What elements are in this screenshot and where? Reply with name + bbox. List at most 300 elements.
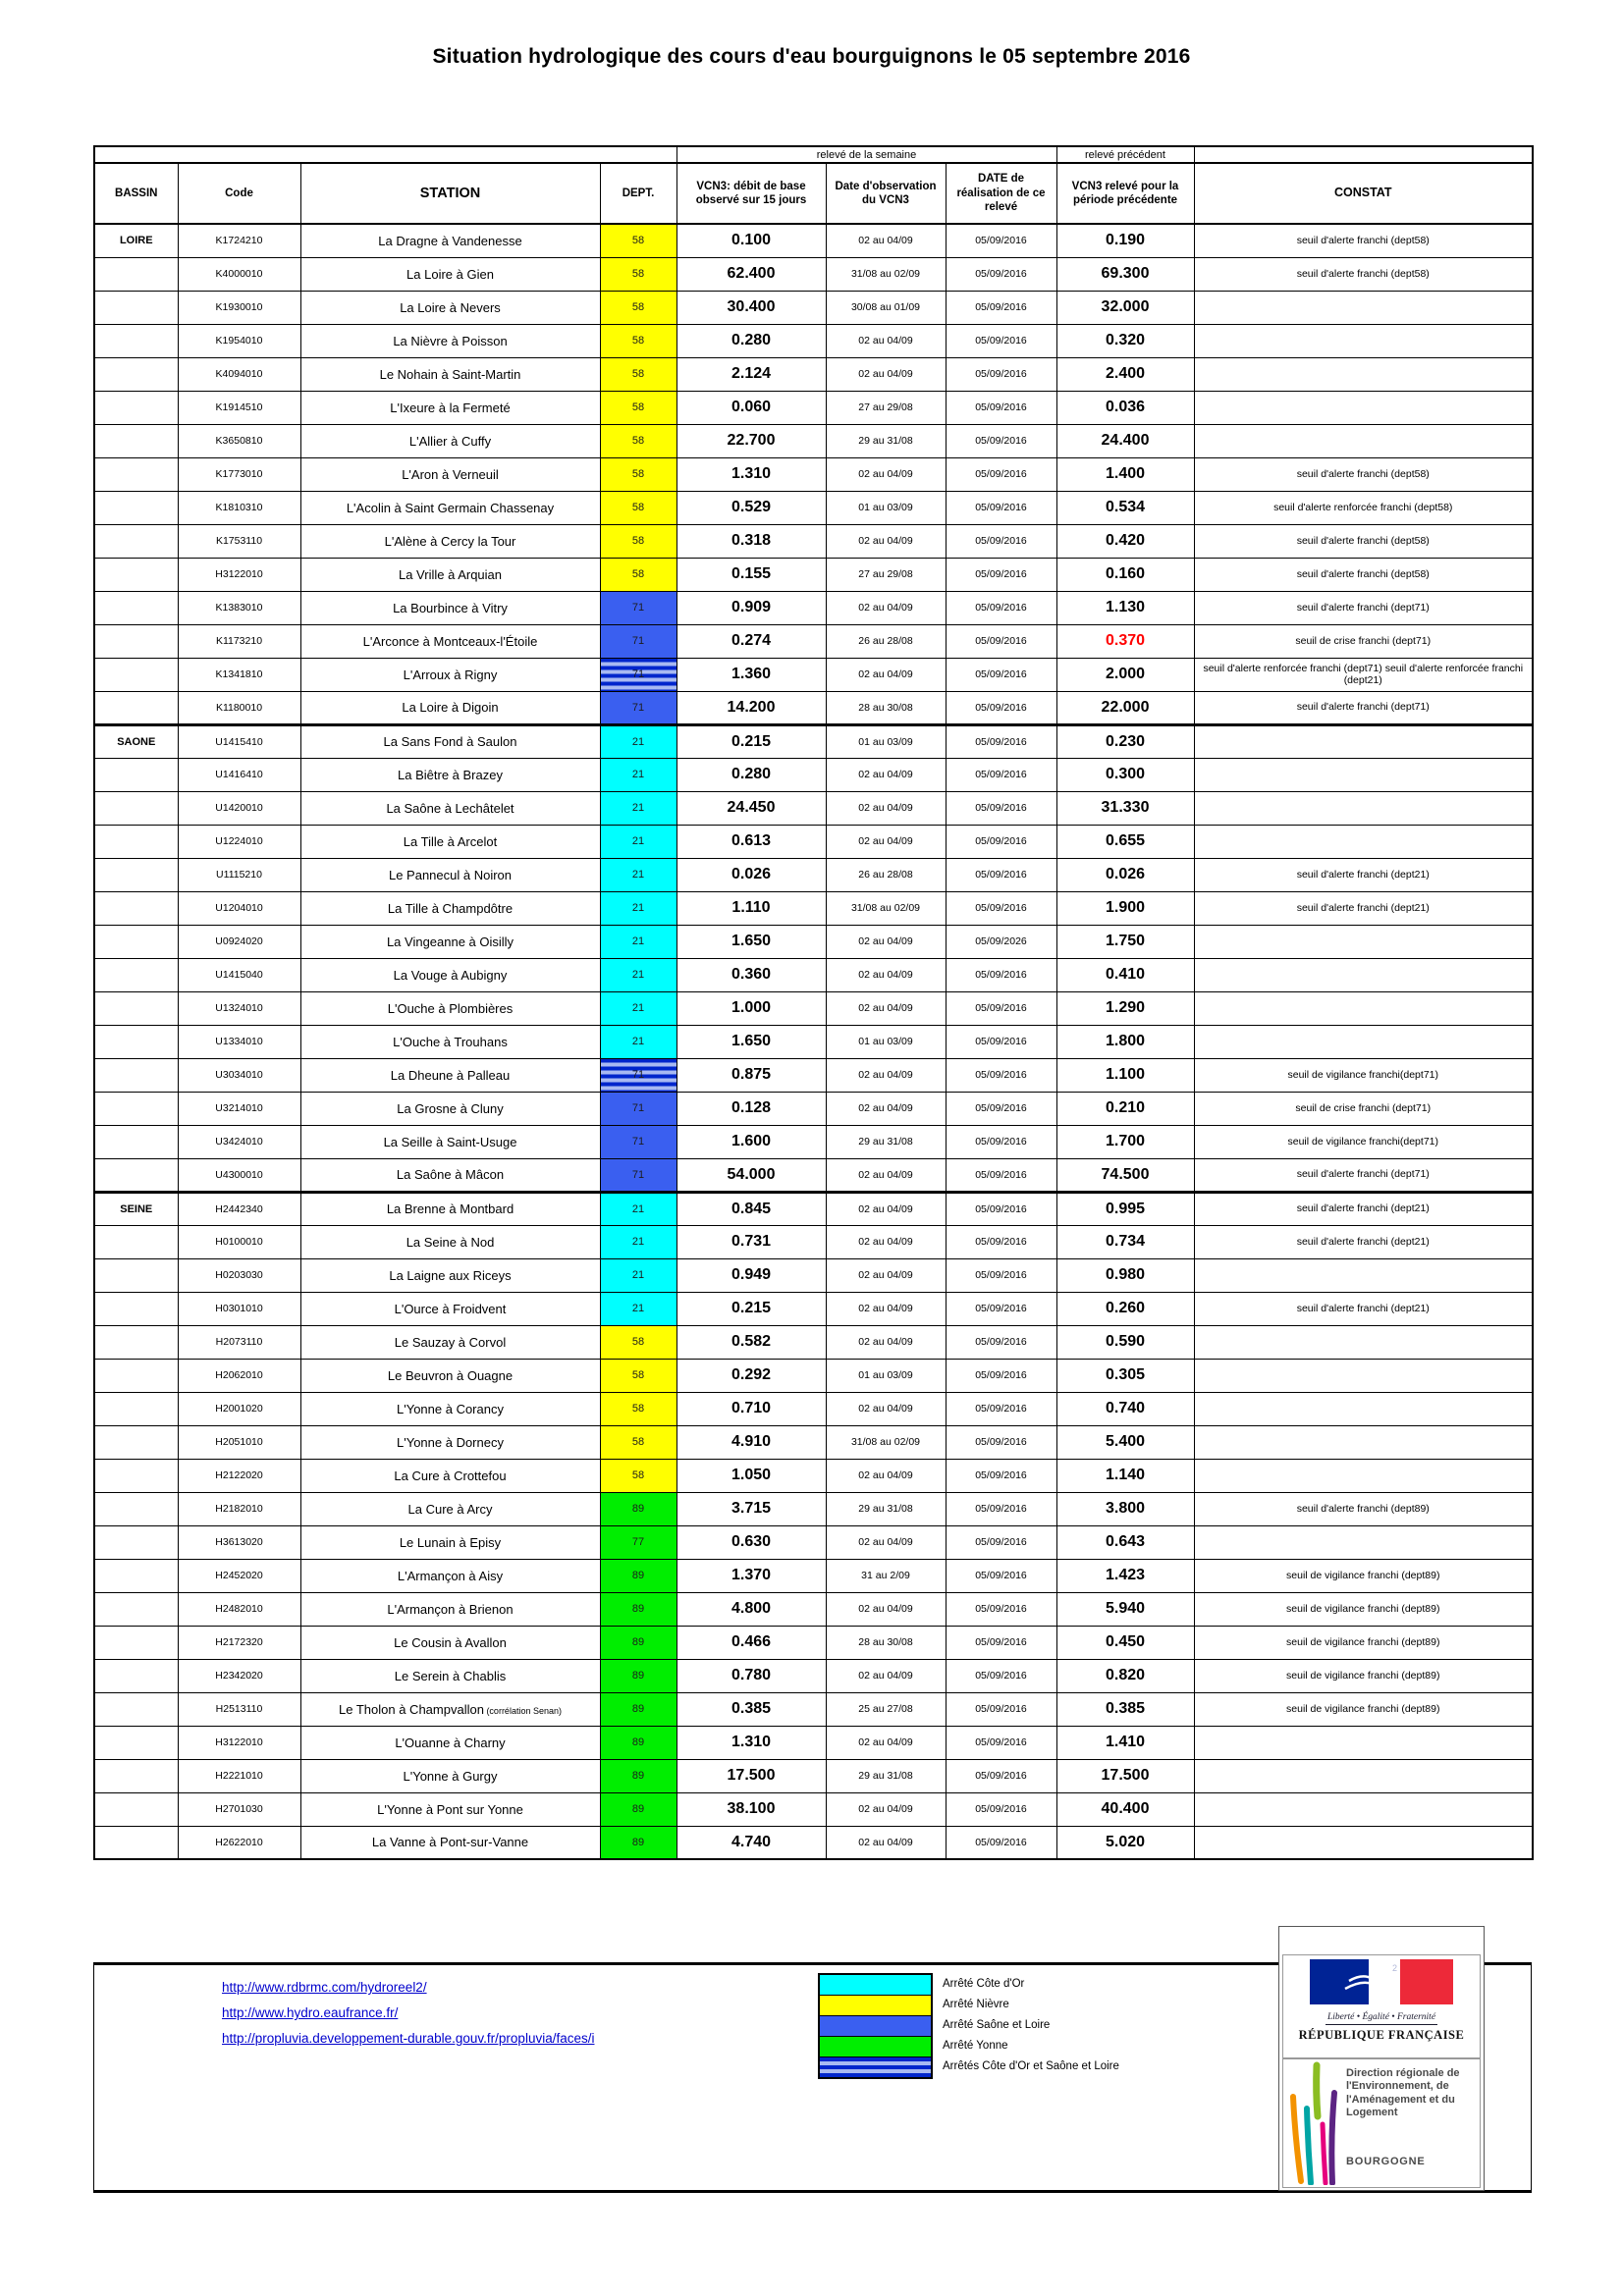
station-code: K1180010 bbox=[178, 691, 300, 724]
basin-label bbox=[94, 1325, 178, 1359]
releve-date: 05/09/2016 bbox=[946, 1359, 1056, 1392]
vcn3-value: 4.800 bbox=[676, 1592, 826, 1626]
station-code: H2051010 bbox=[178, 1425, 300, 1459]
station-name: L'Yonne à Pont sur Yonne bbox=[300, 1792, 600, 1826]
basin-label bbox=[94, 491, 178, 524]
basin-label bbox=[94, 1525, 178, 1559]
basin-label bbox=[94, 357, 178, 391]
obs-date: 01 au 03/09 bbox=[826, 1025, 946, 1058]
dept-badge: 71 bbox=[600, 691, 676, 724]
basin-label bbox=[94, 524, 178, 558]
vcn3-previous-value: 5.020 bbox=[1056, 1826, 1194, 1859]
releve-date: 05/09/2016 bbox=[946, 858, 1056, 891]
dreal-logo bbox=[1282, 2058, 1481, 2188]
table-row bbox=[94, 891, 1533, 925]
basin-label bbox=[94, 991, 178, 1025]
constat-note bbox=[1194, 391, 1533, 424]
station-name: L'Allier à Cuffy bbox=[300, 424, 600, 457]
constat-note bbox=[1194, 1258, 1533, 1292]
basin-label bbox=[94, 1492, 178, 1525]
rf-name: RÉPUBLIQUE FRANÇAISE bbox=[1298, 2028, 1465, 2042]
obs-date: 27 au 29/08 bbox=[826, 558, 946, 591]
dept-badge: 21 bbox=[600, 858, 676, 891]
table-row bbox=[94, 1826, 1533, 1859]
vcn3-value: 30.400 bbox=[676, 291, 826, 324]
vcn3-previous-value: 0.305 bbox=[1056, 1359, 1194, 1392]
vcn3-value: 1.310 bbox=[676, 457, 826, 491]
basin-label bbox=[94, 858, 178, 891]
station-code: U0924020 bbox=[178, 925, 300, 958]
obs-date: 02 au 04/09 bbox=[826, 324, 946, 357]
obs-date: 02 au 04/09 bbox=[826, 991, 946, 1025]
station-code: U1415040 bbox=[178, 958, 300, 991]
page-title: Situation hydrologique des cours d'eau bourguignons le 05 septembre 2016 bbox=[432, 45, 1191, 68]
obs-date: 01 au 03/09 bbox=[826, 1359, 946, 1392]
dept-badge: 58 bbox=[600, 558, 676, 591]
vcn3-value: 0.292 bbox=[676, 1359, 826, 1392]
basin-label: SEINE bbox=[94, 1192, 178, 1225]
basin-label bbox=[94, 324, 178, 357]
vcn3-value: 0.215 bbox=[676, 724, 826, 758]
station-name: La Tille à Champdôtre bbox=[300, 891, 600, 925]
legend-swatch bbox=[820, 1996, 931, 2016]
station-code: H2513110 bbox=[178, 1692, 300, 1726]
source-link[interactable]: http://www.hydro.eaufrance.fr/ bbox=[222, 2005, 399, 2020]
releve-date: 05/09/2016 bbox=[946, 424, 1056, 457]
obs-date: 02 au 04/09 bbox=[826, 224, 946, 257]
vcn3-value: 0.909 bbox=[676, 591, 826, 624]
station-code: K4000010 bbox=[178, 257, 300, 291]
station-name: La Brenne à Montbard bbox=[300, 1192, 600, 1225]
basin-label bbox=[94, 424, 178, 457]
table-row bbox=[94, 1726, 1533, 1759]
obs-date: 26 au 28/08 bbox=[826, 624, 946, 658]
station-code: H2482010 bbox=[178, 1592, 300, 1626]
obs-date: 29 au 31/08 bbox=[826, 1125, 946, 1158]
obs-date: 02 au 04/09 bbox=[826, 1058, 946, 1092]
basin-label bbox=[94, 624, 178, 658]
dept-badge: 58 bbox=[600, 524, 676, 558]
table-row bbox=[94, 1492, 1533, 1525]
station-code: H0301010 bbox=[178, 1292, 300, 1325]
basin-label bbox=[94, 1826, 178, 1859]
vcn3-previous-value: 74.500 bbox=[1056, 1158, 1194, 1192]
station-code: H2442340 bbox=[178, 1192, 300, 1225]
constat-note bbox=[1194, 724, 1533, 758]
constat-note: seuil d'alerte franchi (dept89) bbox=[1194, 1492, 1533, 1525]
basin-label bbox=[94, 958, 178, 991]
constat-note bbox=[1194, 791, 1533, 825]
releve-date: 05/09/2016 bbox=[946, 958, 1056, 991]
vcn3-previous-value: 0.230 bbox=[1056, 724, 1194, 758]
table-row bbox=[94, 1292, 1533, 1325]
dept-badge: 58 bbox=[600, 1325, 676, 1359]
table-row bbox=[94, 1225, 1533, 1258]
dept-badge: 21 bbox=[600, 825, 676, 858]
releve-date: 05/09/2016 bbox=[946, 624, 1056, 658]
constat-note bbox=[1194, 825, 1533, 858]
table-row bbox=[94, 1592, 1533, 1626]
vcn3-previous-value: 32.000 bbox=[1056, 291, 1194, 324]
table-row bbox=[94, 391, 1533, 424]
vcn3-previous-value: 0.995 bbox=[1056, 1192, 1194, 1225]
station-name: Le Cousin à Avallon bbox=[300, 1626, 600, 1659]
basin-label bbox=[94, 1559, 178, 1592]
obs-date: 28 au 30/08 bbox=[826, 1626, 946, 1659]
releve-date: 05/09/2016 bbox=[946, 291, 1056, 324]
basin-label bbox=[94, 1225, 178, 1258]
station-name: Le Nohain à Saint-Martin bbox=[300, 357, 600, 391]
constat-note: seuil d'alerte renforcée franchi (dept58) bbox=[1194, 491, 1533, 524]
vcn3-previous-value: 0.385 bbox=[1056, 1692, 1194, 1726]
dept-badge: 89 bbox=[600, 1826, 676, 1859]
strip-empty-right bbox=[1194, 146, 1533, 163]
vcn3-value: 0.385 bbox=[676, 1692, 826, 1726]
releve-date: 05/09/2016 bbox=[946, 1459, 1056, 1492]
releve-date: 05/09/2016 bbox=[946, 1792, 1056, 1826]
col-header-bassin: BASSIN bbox=[94, 163, 178, 224]
constat-note: seuil d'alerte franchi (dept71) bbox=[1194, 691, 1533, 724]
station-code: H2622010 bbox=[178, 1826, 300, 1859]
vcn3-previous-value: 0.036 bbox=[1056, 391, 1194, 424]
releve-date: 05/09/2016 bbox=[946, 1492, 1056, 1525]
obs-date: 02 au 04/09 bbox=[826, 658, 946, 691]
constat-note: seuil d'alerte renforcée franchi (dept71) seuil d'alerte renforcée franchi (dept21) bbox=[1194, 658, 1533, 691]
constat-note bbox=[1194, 291, 1533, 324]
table-row bbox=[94, 791, 1533, 825]
releve-date: 05/09/2016 bbox=[946, 691, 1056, 724]
basin-label bbox=[94, 658, 178, 691]
vcn3-previous-value: 1.100 bbox=[1056, 1058, 1194, 1092]
basin-label bbox=[94, 1626, 178, 1659]
constat-note: seuil d'alerte franchi (dept58) bbox=[1194, 558, 1533, 591]
republique-francaise-logo bbox=[1282, 1954, 1481, 2058]
station-code: U1334010 bbox=[178, 1025, 300, 1058]
legend-label: Arrêté Nièvre bbox=[943, 1998, 1009, 2010]
vcn3-previous-value: 0.820 bbox=[1056, 1659, 1194, 1692]
releve-date: 05/09/2016 bbox=[946, 991, 1056, 1025]
vcn3-value: 0.280 bbox=[676, 324, 826, 357]
station-name: La Dragne à Vandenesse bbox=[300, 224, 600, 257]
vcn3-previous-value: 0.590 bbox=[1056, 1325, 1194, 1359]
station-name: La Seine à Nod bbox=[300, 1225, 600, 1258]
station-code: K1914510 bbox=[178, 391, 300, 424]
vcn3-previous-value: 0.370 bbox=[1056, 624, 1194, 658]
legend-swatch bbox=[820, 1975, 931, 1996]
obs-date: 02 au 04/09 bbox=[826, 524, 946, 558]
releve-date: 05/09/2016 bbox=[946, 1826, 1056, 1859]
station-name: La Biêtre à Brazey bbox=[300, 758, 600, 791]
basin-label bbox=[94, 1425, 178, 1459]
table-row bbox=[94, 558, 1533, 591]
station-code: K1773010 bbox=[178, 457, 300, 491]
table-row bbox=[94, 858, 1533, 891]
table-row bbox=[94, 1792, 1533, 1826]
releve-date: 05/09/2016 bbox=[946, 1559, 1056, 1592]
vcn3-previous-value: 0.210 bbox=[1056, 1092, 1194, 1125]
constat-note: seuil d'alerte franchi (dept71) bbox=[1194, 1158, 1533, 1192]
constat-note bbox=[1194, 1759, 1533, 1792]
station-name: Le Pannecul à Noiron bbox=[300, 858, 600, 891]
constat-note bbox=[1194, 758, 1533, 791]
vcn3-previous-value: 0.643 bbox=[1056, 1525, 1194, 1559]
station-code: U1416410 bbox=[178, 758, 300, 791]
releve-date: 05/09/2016 bbox=[946, 658, 1056, 691]
dept-badge: 58 bbox=[600, 357, 676, 391]
dept-badge: 21 bbox=[600, 958, 676, 991]
vcn3-previous-value: 69.300 bbox=[1056, 257, 1194, 291]
obs-date: 02 au 04/09 bbox=[826, 1459, 946, 1492]
station-name: Le Lunain à Episy bbox=[300, 1525, 600, 1559]
vcn3-value: 0.128 bbox=[676, 1092, 826, 1125]
constat-note: seuil de vigilance franchi(dept71) bbox=[1194, 1058, 1533, 1092]
dept-badge: 71 bbox=[600, 1058, 676, 1092]
constat-note: seuil de vigilance franchi (dept89) bbox=[1194, 1692, 1533, 1726]
table-row bbox=[94, 1559, 1533, 1592]
table-row bbox=[94, 1158, 1533, 1192]
releve-date: 05/09/2016 bbox=[946, 758, 1056, 791]
station-name: La Nièvre à Poisson bbox=[300, 324, 600, 357]
vcn3-previous-value: 1.410 bbox=[1056, 1726, 1194, 1759]
vcn3-value: 0.026 bbox=[676, 858, 826, 891]
vcn3-previous-value: 17.500 bbox=[1056, 1759, 1194, 1792]
constat-note bbox=[1194, 1792, 1533, 1826]
station-name: L'Yonne à Gurgy bbox=[300, 1759, 600, 1792]
obs-date: 02 au 04/09 bbox=[826, 1792, 946, 1826]
table-row bbox=[94, 424, 1533, 457]
releve-date: 05/09/2016 bbox=[946, 1525, 1056, 1559]
col-header-station: STATION bbox=[300, 163, 600, 224]
table-row bbox=[94, 658, 1533, 691]
constat-note: seuil d'alerte franchi (dept21) bbox=[1194, 1225, 1533, 1258]
table-row bbox=[94, 825, 1533, 858]
dept-badge: 89 bbox=[600, 1492, 676, 1525]
vcn3-value: 22.700 bbox=[676, 424, 826, 457]
releve-date: 05/09/2016 bbox=[946, 357, 1056, 391]
col-header-constat: CONSTAT bbox=[1194, 163, 1533, 224]
table-row bbox=[94, 524, 1533, 558]
station-name: La Sans Fond à Saulon bbox=[300, 724, 600, 758]
table-row bbox=[94, 1525, 1533, 1559]
station-name: La Vrille à Arquian bbox=[300, 558, 600, 591]
obs-date: 02 au 04/09 bbox=[826, 925, 946, 958]
releve-date: 05/09/2016 bbox=[946, 1759, 1056, 1792]
station-code: H3122010 bbox=[178, 1726, 300, 1759]
basin-label bbox=[94, 291, 178, 324]
vcn3-previous-value: 22.000 bbox=[1056, 691, 1194, 724]
obs-date: 31/08 au 02/09 bbox=[826, 1425, 946, 1459]
basin-label bbox=[94, 257, 178, 291]
basin-label bbox=[94, 457, 178, 491]
basin-label bbox=[94, 925, 178, 958]
releve-date: 05/09/2016 bbox=[946, 457, 1056, 491]
releve-date: 05/09/2016 bbox=[946, 391, 1056, 424]
constat-note bbox=[1194, 424, 1533, 457]
releve-date: 05/09/2016 bbox=[946, 1192, 1056, 1225]
obs-date: 02 au 04/09 bbox=[826, 1325, 946, 1359]
constat-note bbox=[1194, 1392, 1533, 1425]
releve-date: 05/09/2016 bbox=[946, 1726, 1056, 1759]
releve-date: 05/09/2016 bbox=[946, 558, 1056, 591]
dept-badge: 77 bbox=[600, 1525, 676, 1559]
station-name: Le Sauzay à Corvol bbox=[300, 1325, 600, 1359]
station-name: La Bourbince à Vitry bbox=[300, 591, 600, 624]
dept-badge: 89 bbox=[600, 1626, 676, 1659]
vcn3-value: 1.050 bbox=[676, 1459, 826, 1492]
station-name: L'Ouanne à Charny bbox=[300, 1726, 600, 1759]
vcn3-value: 0.100 bbox=[676, 224, 826, 257]
dreal-strokes-icon bbox=[1285, 2059, 1344, 2185]
table-row bbox=[94, 1325, 1533, 1359]
table-row bbox=[94, 1025, 1533, 1058]
vcn3-previous-value: 1.130 bbox=[1056, 591, 1194, 624]
vcn3-value: 17.500 bbox=[676, 1759, 826, 1792]
releve-date: 05/09/2016 bbox=[946, 257, 1056, 291]
station-code: H2062010 bbox=[178, 1359, 300, 1392]
obs-date: 31/08 au 02/09 bbox=[826, 891, 946, 925]
table-row bbox=[94, 1659, 1533, 1692]
obs-date: 02 au 04/09 bbox=[826, 1726, 946, 1759]
obs-date: 02 au 04/09 bbox=[826, 1592, 946, 1626]
dept-badge: 58 bbox=[600, 1392, 676, 1425]
releve-date: 05/09/2016 bbox=[946, 791, 1056, 825]
releve-date: 05/09/2016 bbox=[946, 524, 1056, 558]
station-name: L'Ixeure à la Fermeté bbox=[300, 391, 600, 424]
col-header-vcn3-prev: VCN3 relevé pour la période précédente bbox=[1056, 163, 1194, 224]
vcn3-value: 0.875 bbox=[676, 1058, 826, 1092]
obs-date: 02 au 04/09 bbox=[826, 825, 946, 858]
legend-swatch bbox=[820, 2037, 931, 2057]
station-code: U1115210 bbox=[178, 858, 300, 891]
constat-note bbox=[1194, 357, 1533, 391]
station-name: L'Alène à Cercy la Tour bbox=[300, 524, 600, 558]
col-header-code: Code bbox=[178, 163, 300, 224]
vcn3-value: 0.060 bbox=[676, 391, 826, 424]
vcn3-previous-value: 0.655 bbox=[1056, 825, 1194, 858]
table-row bbox=[94, 457, 1533, 491]
station-code: U3034010 bbox=[178, 1058, 300, 1092]
vcn3-previous-value: 0.534 bbox=[1056, 491, 1194, 524]
station-code: H2172320 bbox=[178, 1626, 300, 1659]
dept-badge: 21 bbox=[600, 1025, 676, 1058]
station-code: H0203030 bbox=[178, 1258, 300, 1292]
dept-badge: 21 bbox=[600, 791, 676, 825]
obs-date: 02 au 04/09 bbox=[826, 1826, 946, 1859]
station-code: U3214010 bbox=[178, 1092, 300, 1125]
col-header-date-obs: Date d'observation du VCN3 bbox=[826, 163, 946, 224]
basin-label bbox=[94, 591, 178, 624]
table-row bbox=[94, 1359, 1533, 1392]
basin-label bbox=[94, 1092, 178, 1125]
vcn3-previous-value: 1.400 bbox=[1056, 457, 1194, 491]
basin-label bbox=[94, 825, 178, 858]
station-code: U3424010 bbox=[178, 1125, 300, 1158]
table-row bbox=[94, 1258, 1533, 1292]
constat-note: seuil d'alerte franchi (dept58) bbox=[1194, 457, 1533, 491]
constat-note: seuil d'alerte franchi (dept58) bbox=[1194, 257, 1533, 291]
source-link[interactable]: http://www.rdbrmc.com/hydroreel2/ bbox=[222, 1980, 427, 1995]
legend-swatch bbox=[820, 2057, 931, 2077]
basin-label bbox=[94, 1025, 178, 1058]
vcn3-value: 4.910 bbox=[676, 1425, 826, 1459]
station-name: La Laigne aux Riceys bbox=[300, 1258, 600, 1292]
vcn3-value: 1.370 bbox=[676, 1559, 826, 1592]
legend-swatches bbox=[818, 1973, 933, 2079]
dept-badge: 21 bbox=[600, 758, 676, 791]
table-row bbox=[94, 1092, 1533, 1125]
rf-motto: Liberté • Égalité • Fraternité bbox=[1325, 2012, 1437, 2025]
station-name: La Cure à Crottefou bbox=[300, 1459, 600, 1492]
source-link[interactable]: http://propluvia.developpement-durable.gouv.fr/propluvia/faces/i bbox=[222, 2031, 595, 2046]
station-code: U4300010 bbox=[178, 1158, 300, 1192]
obs-date: 02 au 04/09 bbox=[826, 958, 946, 991]
releve-date: 05/09/2016 bbox=[946, 1025, 1056, 1058]
station-name: L'Acolin à Saint Germain Chassenay bbox=[300, 491, 600, 524]
logo-block bbox=[1278, 1926, 1485, 2191]
basin-label bbox=[94, 791, 178, 825]
basin-label bbox=[94, 1392, 178, 1425]
vcn3-previous-value: 0.410 bbox=[1056, 958, 1194, 991]
vcn3-value: 0.613 bbox=[676, 825, 826, 858]
station-name: L'Arconce à Montceaux-l'Étoile bbox=[300, 624, 600, 658]
dept-badge: 71 bbox=[600, 658, 676, 691]
constat-note bbox=[1194, 958, 1533, 991]
releve-date: 05/09/2016 bbox=[946, 891, 1056, 925]
vcn3-previous-value: 0.734 bbox=[1056, 1225, 1194, 1258]
constat-note bbox=[1194, 324, 1533, 357]
dept-badge: 89 bbox=[600, 1792, 676, 1826]
station-name: L'Arroux à Rigny bbox=[300, 658, 600, 691]
vcn3-previous-value: 0.026 bbox=[1056, 858, 1194, 891]
vcn3-previous-value: 5.940 bbox=[1056, 1592, 1194, 1626]
basin-label bbox=[94, 1459, 178, 1492]
station-code: H2122020 bbox=[178, 1459, 300, 1492]
obs-date: 02 au 04/09 bbox=[826, 1258, 946, 1292]
constat-note bbox=[1194, 1025, 1533, 1058]
dept-badge: 21 bbox=[600, 991, 676, 1025]
basin-label bbox=[94, 1659, 178, 1692]
obs-date: 02 au 04/09 bbox=[826, 1192, 946, 1225]
table-row bbox=[94, 724, 1533, 758]
dept-badge: 58 bbox=[600, 424, 676, 457]
vcn3-value: 54.000 bbox=[676, 1158, 826, 1192]
station-name: L'Ouche à Trouhans bbox=[300, 1025, 600, 1058]
vcn3-previous-value: 1.423 bbox=[1056, 1559, 1194, 1592]
table-row bbox=[94, 991, 1533, 1025]
vcn3-previous-value: 1.700 bbox=[1056, 1125, 1194, 1158]
vcn3-previous-value: 1.290 bbox=[1056, 991, 1194, 1025]
station-name: La Vouge à Aubigny bbox=[300, 958, 600, 991]
vcn3-value: 62.400 bbox=[676, 257, 826, 291]
releve-date: 05/09/2026 bbox=[946, 925, 1056, 958]
station-code: K3650810 bbox=[178, 424, 300, 457]
obs-date: 02 au 04/09 bbox=[826, 1225, 946, 1258]
strip-releve-semaine: relevé de la semaine bbox=[676, 146, 1056, 163]
dept-badge: 58 bbox=[600, 1459, 676, 1492]
vcn3-previous-value: 0.160 bbox=[1056, 558, 1194, 591]
legend-labels bbox=[943, 1973, 1119, 2079]
obs-date: 02 au 04/09 bbox=[826, 1292, 946, 1325]
vcn3-value: 38.100 bbox=[676, 1792, 826, 1826]
vcn3-value: 24.450 bbox=[676, 791, 826, 825]
station-name: L'Armançon à Aisy bbox=[300, 1559, 600, 1592]
table-row bbox=[94, 925, 1533, 958]
station-code: U1324010 bbox=[178, 991, 300, 1025]
basin-label bbox=[94, 1759, 178, 1792]
station-code: H3613020 bbox=[178, 1525, 300, 1559]
legend-label: Arrêtés Côte d'Or et Saône et Loire bbox=[943, 2059, 1119, 2072]
vcn3-previous-value: 1.750 bbox=[1056, 925, 1194, 958]
